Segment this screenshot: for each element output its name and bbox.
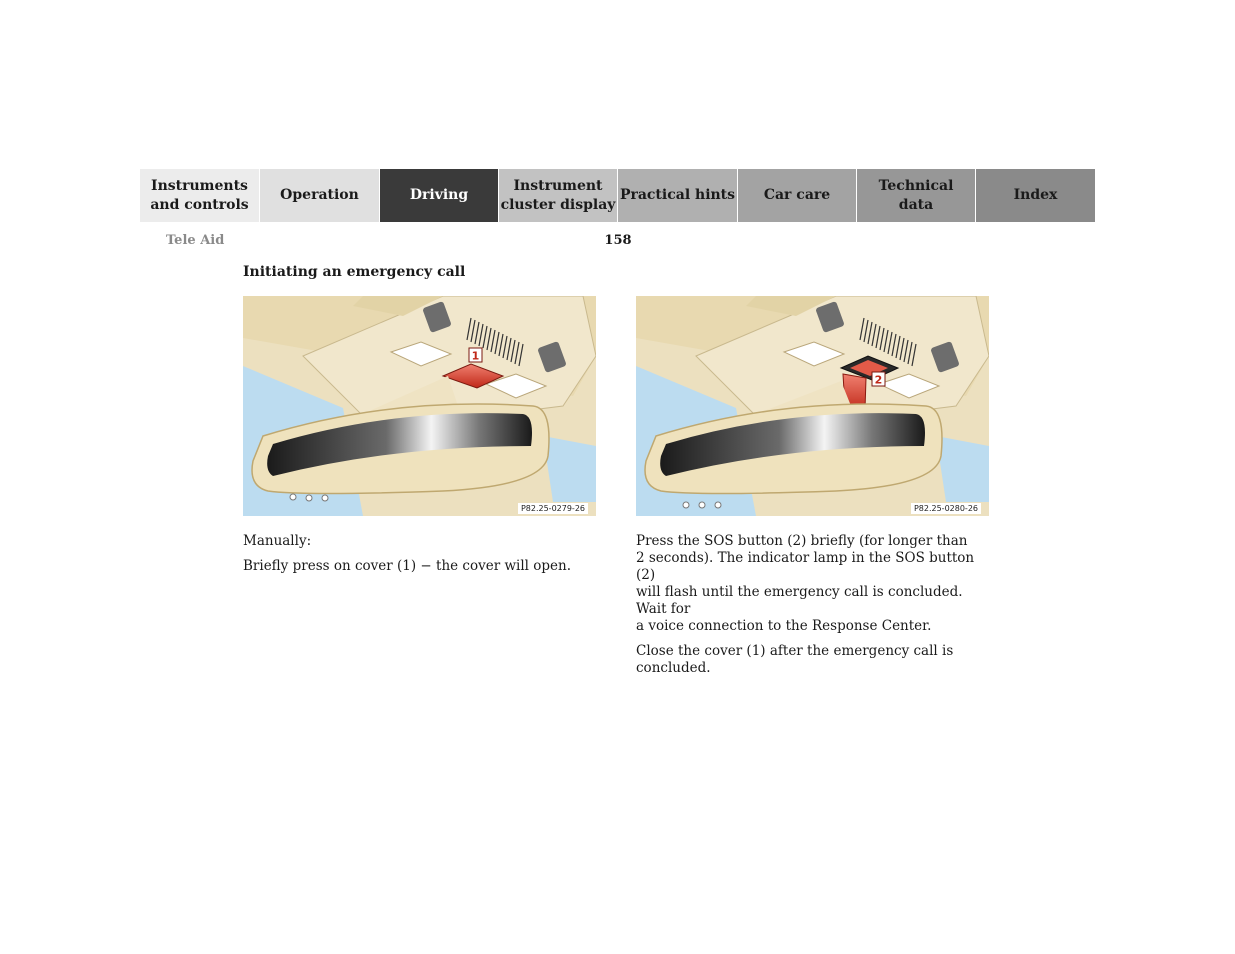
text-line: concluded. [636,660,711,676]
text-line: Close the cover (1) after the emergency call is [636,643,954,659]
tab-index[interactable] [976,169,1095,222]
callout-label: 2 [874,373,883,387]
tab-label: Instruments [151,177,248,194]
callout-label: 1 [471,349,480,363]
text-line: 2 seconds). The indicator lamp in the SOS button (2) [636,550,975,583]
text-line: will flash until the emergency call is concluded. Wait for [636,584,963,617]
instruction-paragraph [636,533,996,635]
overhead-console-illustration [243,296,596,516]
tab-label: Technical [878,177,954,194]
instruction-paragraph [636,643,996,677]
right-instructions [636,533,996,685]
instruction-paragraph: Manually: [243,533,312,549]
tab-label: cluster display [500,196,616,213]
tab-label: Driving [409,187,469,203]
figure-cover-closed [243,296,596,516]
tab-label: Index [1013,187,1058,203]
tab-technical-data[interactable] [857,169,976,222]
overhead-console-open-illustration [636,296,989,516]
chapter-nav [140,169,1095,222]
tab-instruments-and-controls[interactable] [140,169,260,222]
section-title: Tele Aid [166,233,225,248]
tab-label: data [898,196,934,213]
figure-sos-button [636,296,989,516]
tab-car-care[interactable] [738,169,857,222]
tab-label: Instrument [513,177,603,194]
text-line: Press the SOS button (2) briefly (for longer than [636,533,968,549]
tab-instrument-cluster-display[interactable] [499,169,618,222]
text-line: a voice connection to the Response Center. [636,618,932,634]
tab-driving[interactable] [380,169,499,222]
page-heading: Initiating an emergency call [243,264,466,280]
figure-code: P82.25-0279-26 [518,503,588,514]
figure-code: P82.25-0280-26 [911,503,981,514]
tab-label: Operation [280,187,359,203]
tab-label: Car care [763,187,831,203]
instruction-paragraph: Briefly press on cover (1) − the cover will open. [243,558,572,574]
tab-label: and controls [150,196,249,213]
tab-practical-hints[interactable] [618,169,738,222]
tab-label: Practical hints [619,187,736,203]
left-instructions [243,533,603,583]
tab-operation[interactable] [260,169,380,222]
page-number: 158 [604,233,632,248]
